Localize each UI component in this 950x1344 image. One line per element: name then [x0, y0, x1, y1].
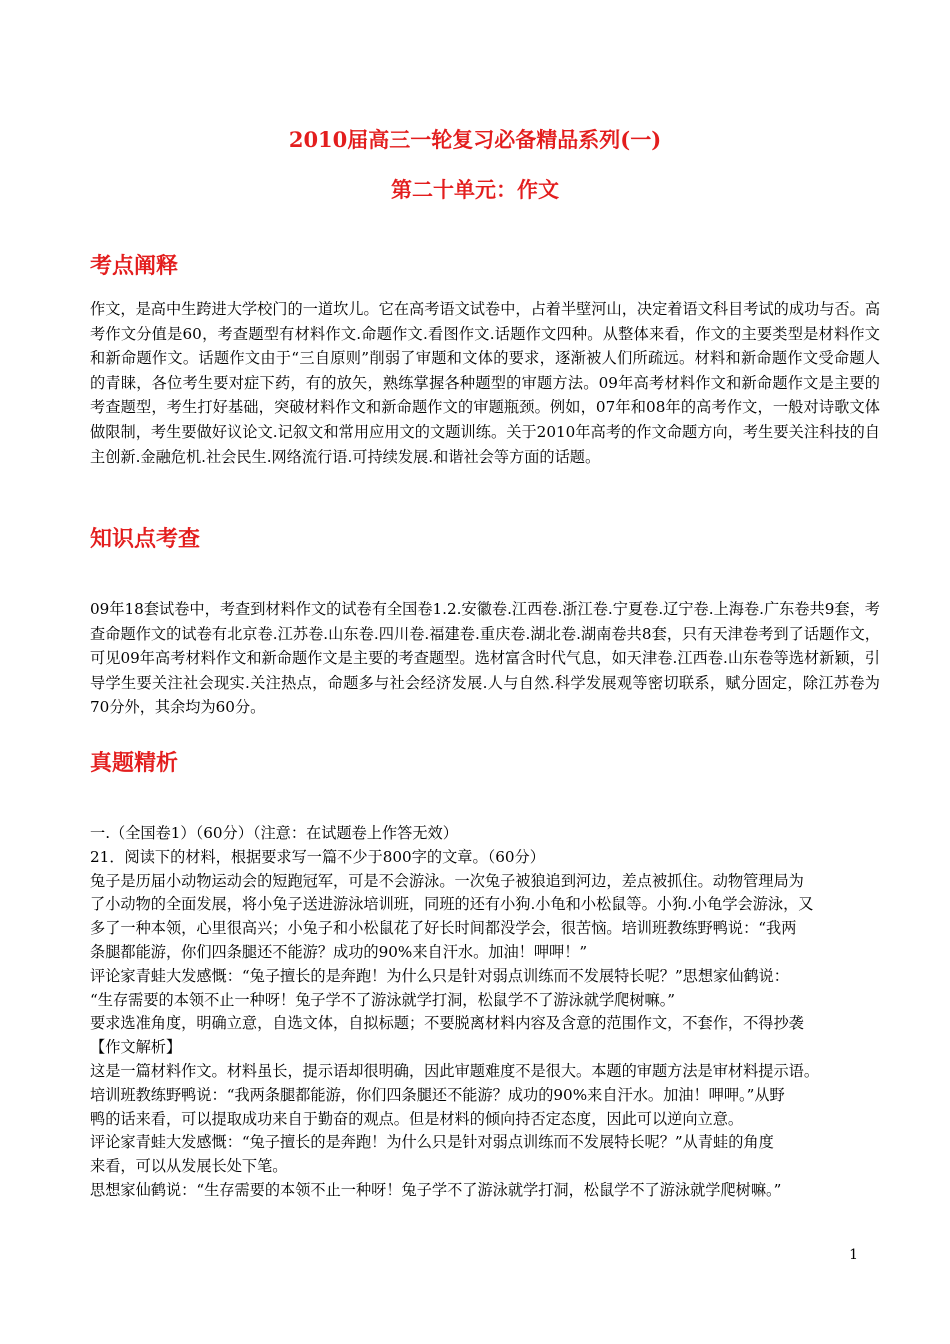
text-line: 评论家青蛙大发感慨：“兔子擅长的是奔跑！为什么只是针对弱点训练而不发展特长呢？”从青蛙的角度 [90, 1133, 774, 1152]
section-body-kaodian: 作文，是高中生跨进大学校门的一道坎儿。它在高考语文试卷中，占着半壁河山，决定着语文科目考试的成功与否。高考作文分值是60，考查题型有材料作文.命题作文.看图作文.话题作文四种。从整体来看，作文的主要类型是材料作文和新命题作文。话题作文由于“三自原则”削弱了审题和文体的要求，逐渐被人们所疏远。材料和新命题作文受命题人的青睐，各位考生要对症下药，有的放矢，熟练掌握各种题型的审题方法。09年高考材料作文和新命题作文是主要的考查题型，考生打好基础，突破材料作文和新命题作文的审题瓶颈。例如，07年和08年的高考作文，一般对诗歌文体做限制，考生要做好议论文.记叙文和常用应用文的文题训练。关于2010年高考的作文命题方向，考生要关注科技的自主创新.金融危机.社会民生.网络流行语.可持续发展.和谐社会等方面的话题。 [90, 300, 880, 466]
text-line: 这是一篇材料作文。材料虽长，提示语却很明确，因此审题难度不是很大。本题的审题方法是审材料提示语。 [90, 1061, 819, 1080]
section-body-zhishidian: 09年18套试卷中，考查到材料作文的试卷有全国卷1.2.安徽卷.江西卷.浙江卷.宁夏卷.辽宁卷.上海卷.广东卷共9套，考查命题作文的试卷有北京卷.江苏卷.山东卷.四川卷.福建卷.重庆卷.湖北卷.湖南卷共8套，只有天津卷考到了话题作文，可见09年高考材料作文和新命题作文是主要的考查题型。选材富含时代气息，如天津卷.江西卷.山东卷等选材新颖，引导学生要关注社会现实.关注热点，命题多与社会经济发展.人与自然.科学发展观等密切联系，赋分固定，除江苏卷为70分外，其余均为60分。 [90, 600, 880, 717]
section-heading-kaodian: 考点阐释 [90, 253, 179, 279]
text-line: 评论家青蛙大发感慨：“兔子擅长的是奔跑！为什么只是针对弱点训练而不发展特长呢？”思想家仙鹤说： [90, 966, 789, 985]
text-line: 一.（全国卷1）（60分）（注意：在试题卷上作答无效） [90, 824, 458, 842]
text-line: 【作文解析】 [90, 1038, 182, 1057]
section-heading-zhenti: 真题精析 [90, 750, 179, 776]
section-heading-zhishidian: 知识点考查 [90, 526, 201, 552]
text-line: 鸭的话来看，可以提取成功来自于勤奋的观点。但是材料的倾向持否定态度，因此可以逆向立意。 [90, 1109, 744, 1128]
text-line: 兔子是历届小动物运动会的短跑冠军，可是不会游泳。一次兔子被狼追到河边，差点被抓住。动物管理局为 [90, 871, 804, 890]
text-line: 条腿都能游，你们四条腿还不能游？成功的90%来自汗水。加油！呷呷！” [90, 942, 588, 961]
section-body-zhenti [90, 822, 880, 1203]
page-number: 1 [849, 1247, 858, 1263]
text-line: “生存需要的本领不止一种呀！兔子学不了游泳就学打洞，松鼠学不了游泳就学爬树嘛。” [90, 990, 676, 1009]
text-line: 多了一种本领，心里很高兴；小兔子和小松鼠花了好长时间都没学会，很苦恼。培训班教练野鸭说：“我两 [90, 919, 797, 938]
text-line: 了小动物的全面发展，将小兔子送进游泳培训班，同班的还有小狗.小龟和小松鼠等。小狗.小龟学会游泳，又 [90, 895, 814, 914]
document-title: 2010届高三一轮复习必备精品系列(一) [288, 127, 662, 152]
document-subtitle: 第二十单元：作文 [391, 177, 559, 202]
text-line: 要求选准角度，明确立意，自选文体，自拟标题；不要脱离材料内容及含意的范围作文，不套作，不得抄袭 [90, 1014, 804, 1033]
text-line: 培训班教练野鸭说：“我两条腿都能游，你们四条腿还不能游？成功的90%来自汗水。加油！呷呷。”从野 [90, 1085, 785, 1104]
text-line: 21．阅读下的材料，根据要求写一篇不少于800字的文章。（60分） [90, 847, 545, 866]
text-line: 来看，可以从发展长处下笔。 [90, 1157, 288, 1176]
text-line: 思想家仙鹤说：“生存需要的本领不止一种呀！兔子学不了游泳就学打洞，松鼠学不了游泳就学爬树嘛。” [90, 1180, 782, 1199]
